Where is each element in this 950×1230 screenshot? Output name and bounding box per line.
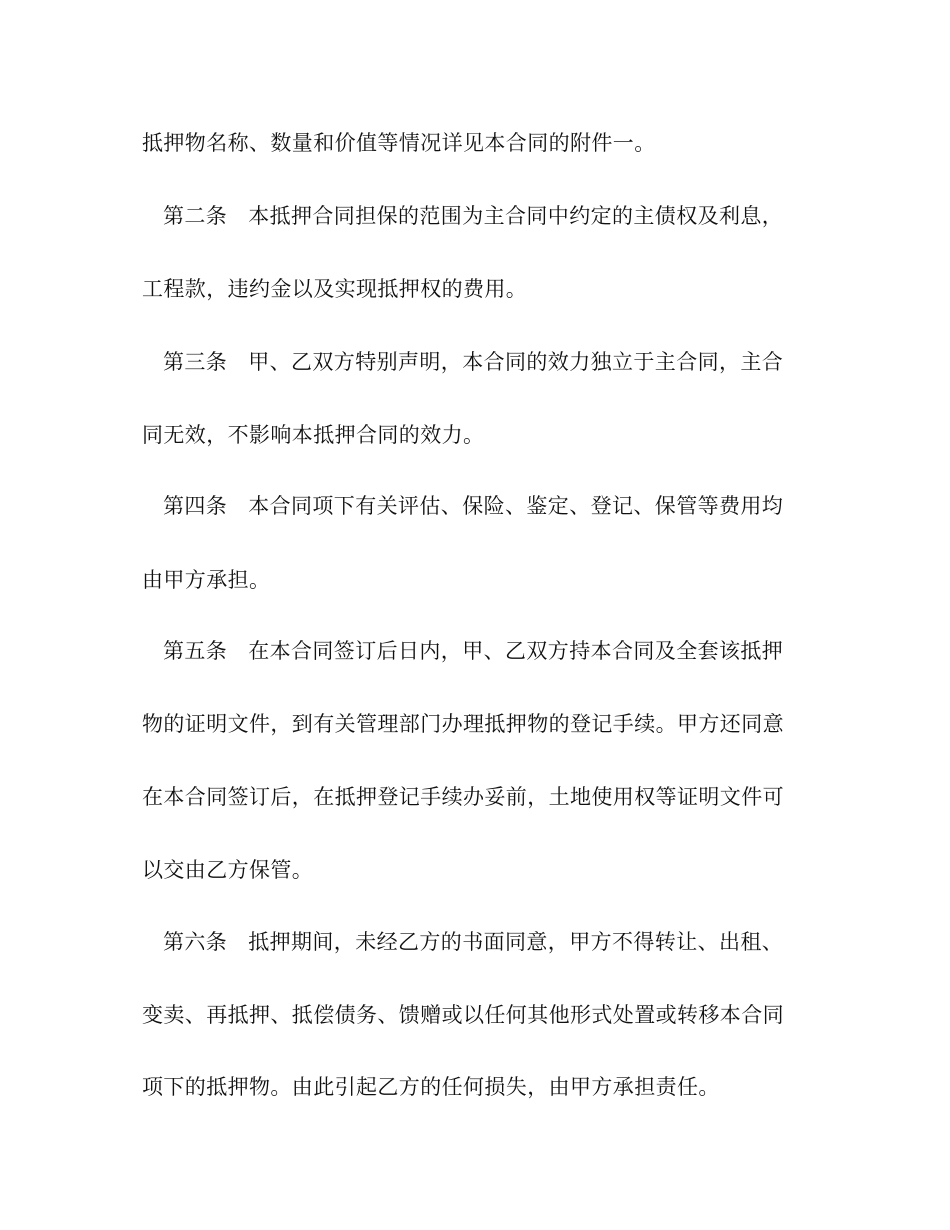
text-line: 在本合同签订后，在抵押登记手续办妥前，土地使用权等证明文件可 (142, 785, 784, 809)
text-line: 工程款，违约金以及实现抵押权的费用。 (142, 277, 528, 301)
article-text: 本合同项下有关评估、保险、鉴定、登记、保管等费用均 (248, 494, 784, 518)
article-number: 第三条 (163, 350, 228, 374)
article-5-first-line (142, 636, 823, 666)
article-text: 在本合同签订后日内，甲、乙双方持本合同及全套该抵押 (248, 639, 784, 663)
article-number: 第五条 (163, 639, 228, 663)
article-text: 本抵押合同担保的范围为主合同中约定的主债权及利息， (248, 204, 784, 228)
article-number: 第二条 (163, 204, 228, 228)
article-text: 抵押期间，未经乙方的书面同意，甲方不得转让、出租、 (248, 930, 784, 954)
article-6-first-line (142, 927, 823, 957)
text-line: 由甲方承担。 (142, 568, 271, 592)
text-line: 抵押物名称、数量和价值等情况详见本合同的附件一。 (142, 131, 656, 155)
text-line: 物的证明文件，到有关管理部门办理抵押物的登记手续。甲方还同意 (142, 712, 784, 736)
article-3-first-line (142, 347, 823, 377)
text-line: 变卖、再抵押、抵偿债务、馈赠或以任何其他形式处置或转移本合同 (142, 1003, 784, 1027)
article-number: 第四条 (163, 494, 228, 518)
article-4-first-line (142, 491, 823, 521)
text-line: 以交由乙方保管。 (142, 858, 314, 882)
text-line: 同无效，不影响本抵押合同的效力。 (142, 423, 485, 447)
text-line: 项下的抵押物。由此引起乙方的任何损失，由甲方承担责任。 (142, 1075, 720, 1099)
article-number: 第六条 (163, 930, 228, 954)
article-2-first-line (142, 201, 823, 231)
article-text: 甲、乙双方特别声明，本合同的效力独立于主合同，主合 (248, 350, 784, 374)
